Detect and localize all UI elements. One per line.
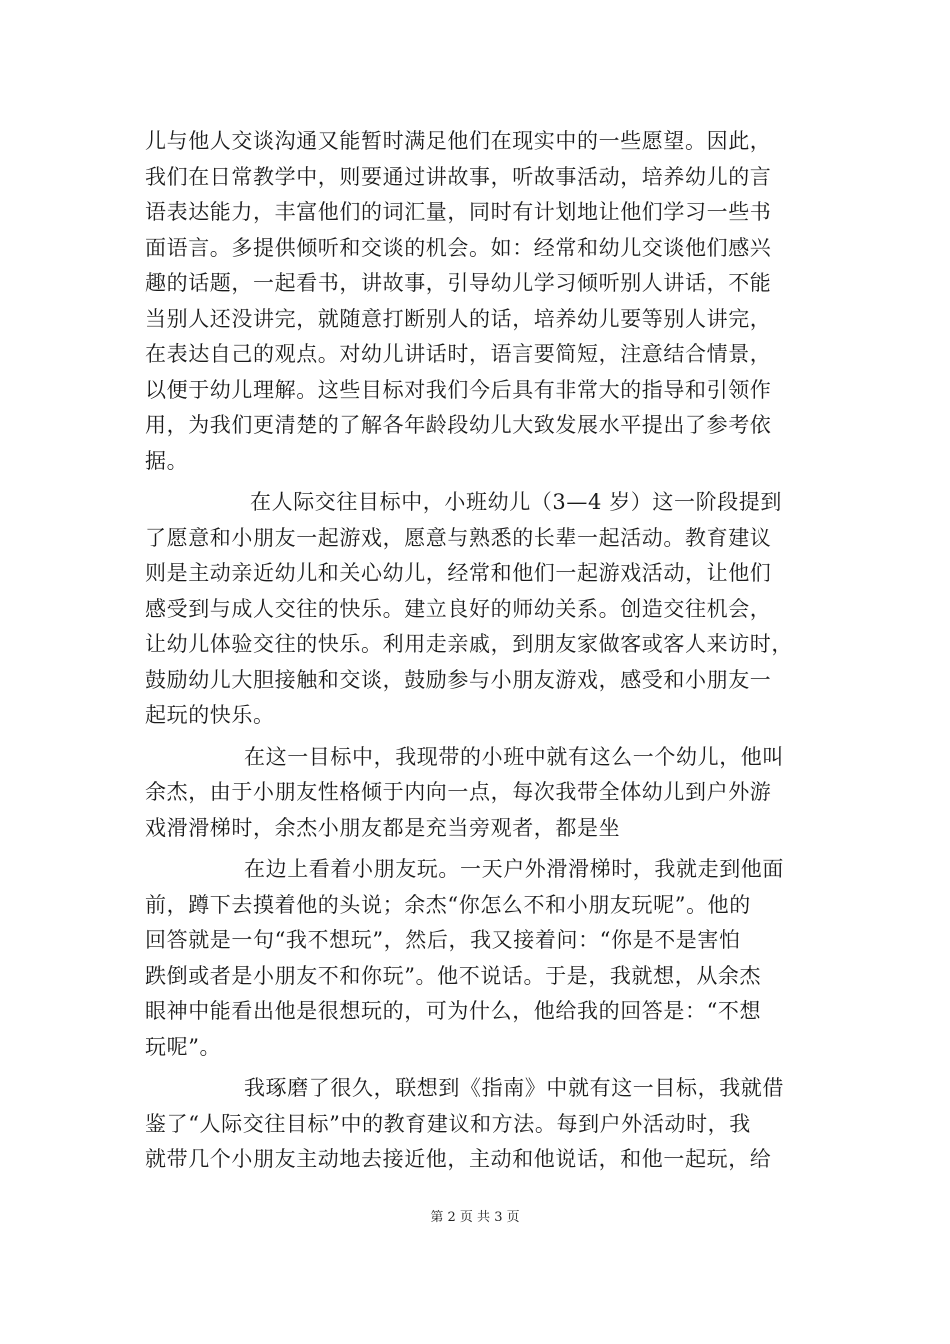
text-line: 感受到与成人交往的快乐。建立良好的师幼关系。创造交往机会， bbox=[145, 596, 772, 621]
text-line: 我琢磨了很久，联想到《指南》中就有这一目标，我就借 bbox=[244, 1076, 784, 1100]
text-line: 鉴了“人际交往目标”中的教育建议和方法。每到户外活动时，我 bbox=[145, 1111, 751, 1136]
paragraph bbox=[145, 1071, 817, 1178]
text-line: 以便于幼儿理解。这些目标对我们今后具有非常大的指导和引领作 bbox=[145, 377, 772, 402]
text-line: 起玩的快乐。 bbox=[145, 703, 275, 727]
text-line: 前，蹲下去摸着他的头说；余杰“你怎么不和小朋友玩呢”。他的 bbox=[145, 892, 751, 917]
paragraph bbox=[145, 124, 817, 479]
text-line: 在人际交往目标中，小班幼儿（3—4 岁）这一阶段提到 bbox=[250, 490, 782, 514]
paragraph bbox=[145, 740, 817, 847]
text-line: 趣的话题，一起看书，讲故事，引导幼儿学习倾听别人讲话，不能 bbox=[145, 271, 772, 295]
text-line: 用，为我们更清楚的了解各年龄段幼儿大致发展水平提出了参考依 bbox=[145, 413, 772, 437]
text-line: 在这一目标中，我现带的小班中就有这么一个幼儿，他叫 bbox=[244, 744, 784, 769]
text-line: 当别人还没讲完，就随意打断别人的话，培养幼儿要等别人讲完， bbox=[145, 306, 772, 331]
text-line: 让幼儿体验交往的快乐。利用走亲戚，到朋友家做客或客人来访时， bbox=[145, 632, 793, 656]
page-number-footer: 第 2 页 共 3 页 bbox=[430, 1210, 520, 1225]
text-line: 了愿意和小朋友一起游戏，愿意与熟悉的长辈一起活动。教育建议 bbox=[145, 525, 772, 550]
text-line: 鼓励幼儿大胆接触和交谈，鼓励参与小朋友游戏，感受和小朋友一 bbox=[145, 667, 772, 692]
text-line: 语表达能力，丰富他们的词汇量，同时有计划地让他们学习一些书 bbox=[145, 200, 772, 224]
document-body bbox=[145, 124, 817, 1178]
text-line: 玩呢”。 bbox=[145, 1034, 222, 1059]
paragraph bbox=[145, 852, 817, 1065]
text-line: 在边上看着小朋友玩。一天户外滑滑梯时，我就走到他面 bbox=[244, 857, 784, 881]
text-line: 据。 bbox=[145, 448, 189, 473]
text-line: 则是主动亲近幼儿和关心幼儿，经常和他们一起游戏活动，让他们 bbox=[145, 561, 772, 585]
text-line: 儿与他人交谈沟通又能暂时满足他们在现实中的一些愿望。因此， bbox=[145, 129, 772, 153]
text-line: 跌倒或者是小朋友不和你玩”。他不说话。于是，我就想，从余杰 bbox=[145, 963, 762, 988]
text-line: 戏滑滑梯时，余杰小朋友都是充当旁观者，都是坐 bbox=[145, 815, 621, 840]
text-line: 就带几个小朋友主动地去接近他，主动和他说话，和他一起玩，给 bbox=[145, 1147, 772, 1171]
text-line: 面语言。多提供倾听和交谈的机会。如：经常和幼儿交谈他们感兴 bbox=[145, 235, 772, 260]
paragraph bbox=[145, 485, 817, 734]
text-line: 余杰，由于小朋友性格倾于内向一点，每次我带全体幼儿到户外游 bbox=[145, 780, 772, 804]
text-line: 眼神中能看出他是很想玩的，可为什么，他给我的回答是：“不想 bbox=[145, 999, 762, 1023]
text-line: 我们在日常教学中，则要通过讲故事，听故事活动，培养幼儿的言 bbox=[145, 164, 772, 189]
text-line: 在表达自己的观点。对幼儿讲话时，语言要简短，注意结合情景， bbox=[145, 342, 772, 366]
text-line: 回答就是一句“我不想玩”，然后，我又接着问：“你是不是害怕 bbox=[145, 928, 741, 952]
